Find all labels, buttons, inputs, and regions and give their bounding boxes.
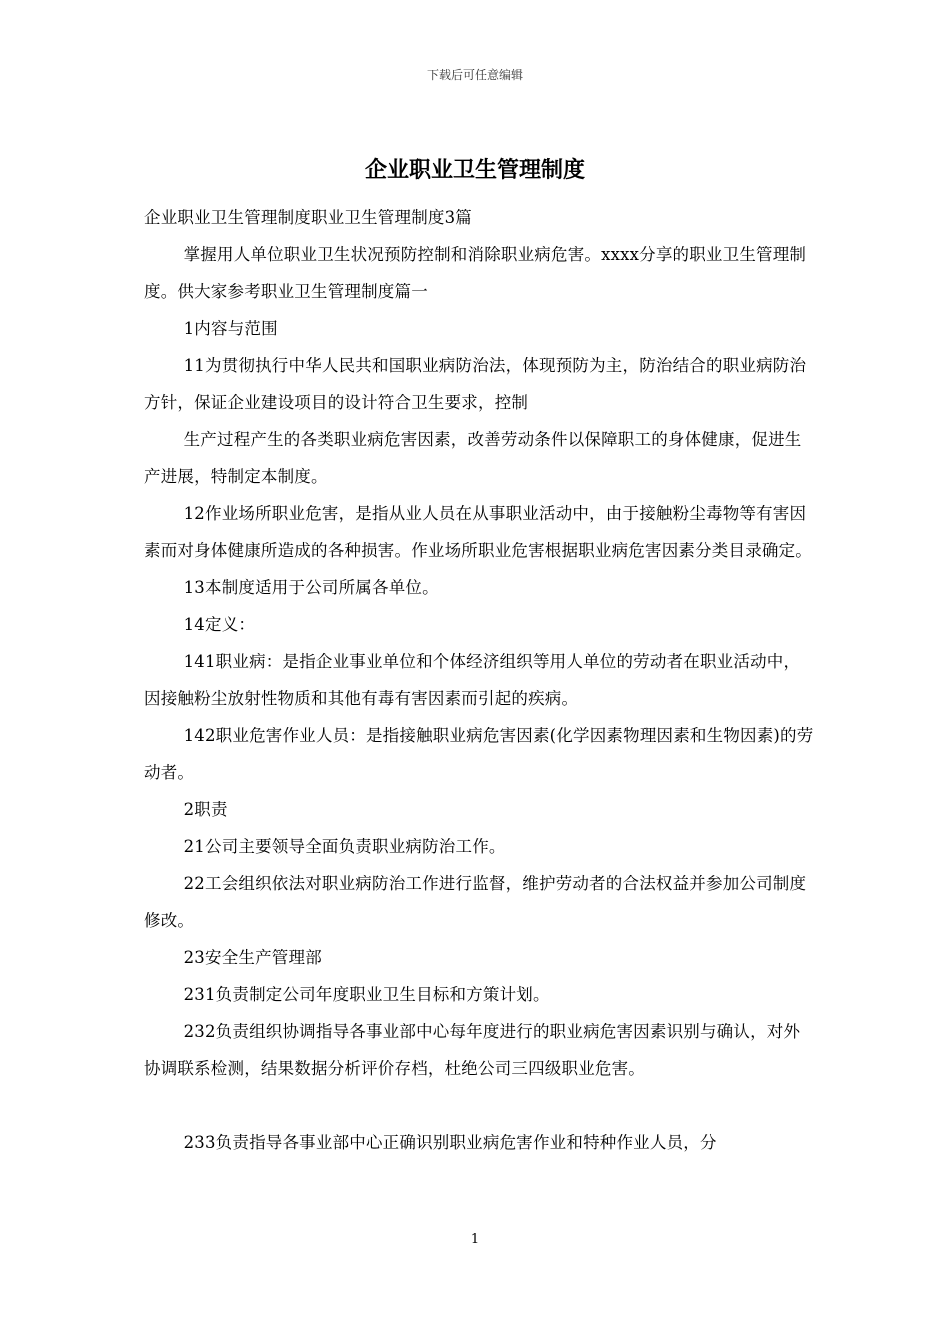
- paragraph: 23安全生产管理部: [183, 948, 322, 967]
- document-body: [144, 199, 816, 1161]
- paragraph: 12作业场所职业危害，是指从业人员在从事职业活动中，由于接触粉尘毒物等有害因素而对身体健康所造成的各种损害。作业场所职业危害根据职业病危害因素分类目录确定。: [144, 504, 812, 560]
- paragraph: 生产过程产生的各类职业病危害因素，改善劳动条件以保障职工的身体健康，促进生产进展，特制定本制度。: [144, 430, 802, 486]
- paragraph: 13本制度适用于公司所属各单位。: [183, 578, 439, 597]
- paragraph: 1内容与范围: [183, 319, 278, 338]
- document-title: 企业职业卫生管理制度: [364, 157, 585, 183]
- header-note: 下载后可任意编辑: [426, 68, 523, 82]
- paragraph: 2职责: [183, 800, 228, 819]
- paragraph: 233负责指导各事业部中心正确识别职业病危害作业和特种作业人员，分: [183, 1133, 717, 1152]
- paragraph: 231负责制定公司年度职业卫生目标和方策计划。: [183, 985, 550, 1004]
- page-number: 1: [470, 1232, 480, 1247]
- paragraph: 11为贯彻执行中华人民共和国职业病防治法，体现预防为主，防治结合的职业病防治方针，保证企业建设项目的设计符合卫生要求，控制: [144, 356, 807, 412]
- paragraph: 掌握用人单位职业卫生状况预防控制和消除职业病危害。xxxx分享的职业卫生管理制度。供大家参考职业卫生管理制度篇一: [144, 245, 807, 301]
- paragraph: 22工会组织依法对职业病防治工作进行监督，维护劳动者的合法权益并参加公司制度修改。: [144, 874, 807, 930]
- paragraph: 232负责组织协调指导各事业部中心每年度进行的职业病危害因素识别与确认，对外协调联系检测，结果数据分析评价存档，杜绝公司三四级职业危害。: [144, 1022, 801, 1078]
- paragraph: 141职业病：是指企业事业单位和个体经济组织等用人单位的劳动者在职业活动中，因接触粉尘放射性物质和其他有毒有害因素而引起的疾病。: [144, 652, 801, 708]
- paragraph: 21公司主要领导全面负责职业病防治工作。: [183, 837, 506, 856]
- subtitle-line: 企业职业卫生管理制度职业卫生管理制度3篇: [144, 208, 472, 227]
- paragraph: 142职业危害作业人员：是指接触职业病危害因素(化学因素物理因素和生物因素)的劳动者。: [144, 726, 814, 782]
- paragraph: 14定义：: [183, 615, 256, 634]
